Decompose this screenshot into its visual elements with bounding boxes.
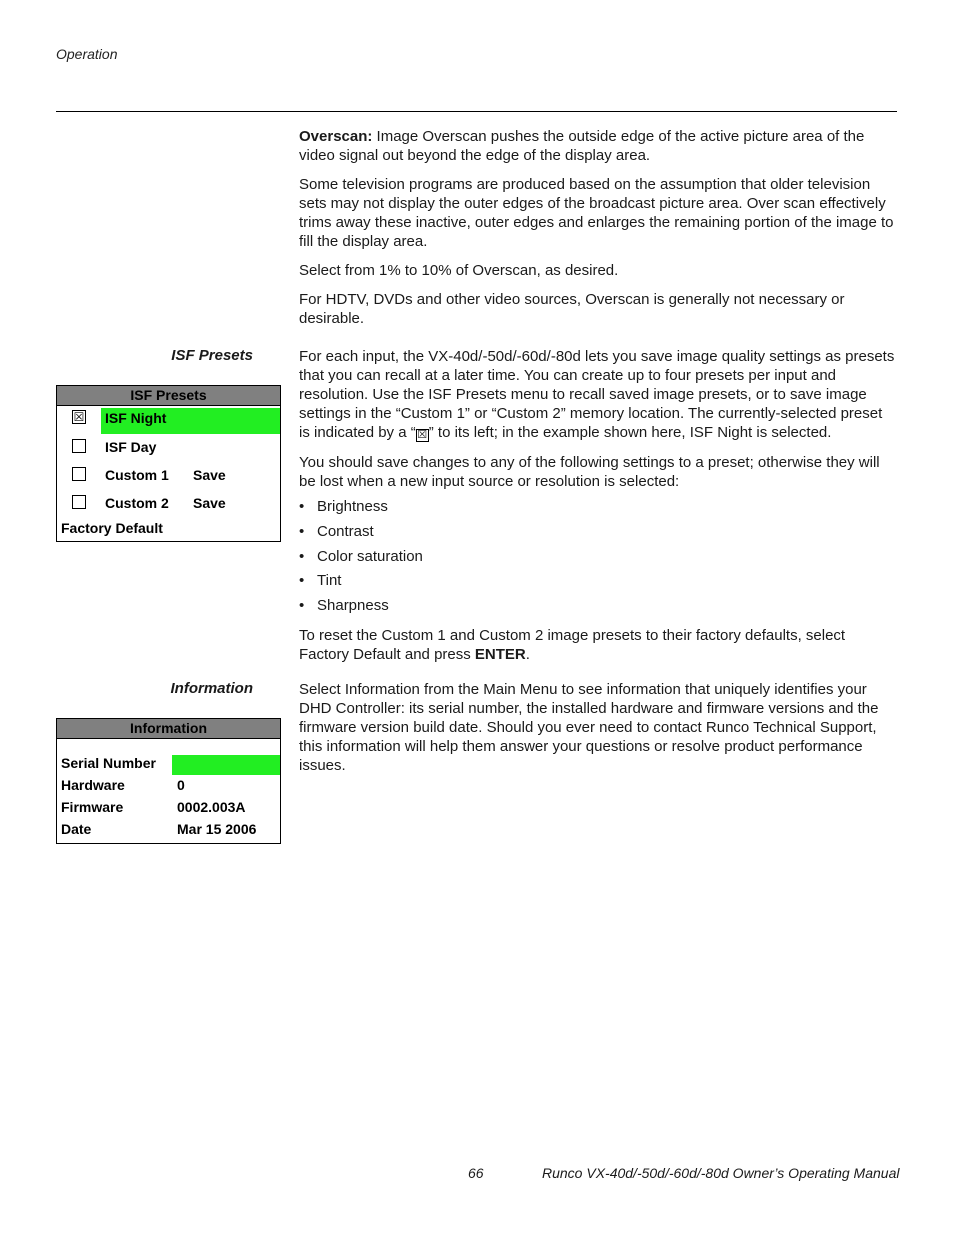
list-item: • Tint [299, 571, 897, 596]
isf-presets-heading: ISF Presets [171, 347, 253, 364]
overscan-term: Overscan: [299, 128, 373, 145]
overscan-paragraph-3: Select from 1% to 10% of Overscan, as desired. [299, 262, 619, 279]
factory-default-item[interactable]: Factory Default [61, 520, 163, 536]
list-item: • Sharpness [299, 596, 897, 621]
info-menu-title: Information [57, 719, 280, 739]
custom-2-label: Custom 2 [105, 495, 169, 511]
information-section [299, 680, 897, 775]
isf-night-label: ISF Night [105, 410, 167, 426]
overscan-intro [299, 127, 897, 165]
information-paragraph: Select Information from the Main Menu to see information that uniquely identifies your DHD Controller: its serial number, the installed hardware and firmware versions and the firmware version build date. Should you ever need to contact Runco Technical Support, this information will help them answer your questions or resolve product performance issues. [299, 681, 879, 774]
isf-p1-text-after: ” to its left; in the example shown here, ISF Night is selected. [428, 424, 832, 441]
isf-presets-menu [56, 385, 281, 542]
isf-p1-text-before: For each input, the VX-40d/-50d/-60d/-80d lets you save image quality settings as presets that you can recall at a later time. You can create up to four presets per input and resolution. Use the ISF Presets menu to recall saved image presets, or to save image settings in the “Custom 1” or “Custom 2” memory location. The currently-selected preset is indicated by a “ [299, 348, 895, 441]
serial-number-value-field [172, 755, 280, 775]
information-menu [56, 718, 281, 844]
firmware-label: Firmware [61, 799, 124, 815]
checked-box-icon: ☒ [417, 429, 428, 441]
custom-2-save-button[interactable]: Save [193, 495, 226, 511]
unchecked-box-icon[interactable] [72, 467, 86, 481]
serial-number-label: Serial Number [61, 755, 156, 771]
overscan-paragraph-2: Some television programs are produced based on the assumption that older television sets may not display the outer edges of the broadcast picture area. Over scan effectively trims away these inactive, outer edges and enlarges the remaining portion of the image to fill the display area. [299, 176, 894, 250]
isf-paragraph-3 [299, 626, 897, 664]
isf-paragraph-1 [299, 347, 897, 442]
header-rule [56, 111, 897, 112]
hardware-value: 0 [177, 777, 185, 793]
isf-menu-title: ISF Presets [57, 386, 280, 406]
list-item: • Brightness [299, 497, 897, 522]
date-value: Mar 15 2006 [177, 821, 257, 837]
overscan-paragraph-4: For HDTV, DVDs and other video sources, Overscan is generally not necessary or desirable. [299, 291, 845, 327]
settings-list [299, 497, 897, 621]
list-item: • Color saturation [299, 547, 897, 572]
hardware-label: Hardware [61, 777, 125, 793]
isf-p3-text: To reset the Custom 1 and Custom 2 image presets to their factory defaults, select Factory Default and press [299, 626, 846, 663]
page-number: 66 [468, 1165, 484, 1181]
overscan-intro-text: Image Overscan pushes the outside edge of the active picture area of the video signal out beyond the edge of the display area. [299, 128, 865, 164]
information-heading: Information [170, 680, 253, 697]
checked-box-icon[interactable]: ☒ [73, 410, 85, 424]
custom-1-save-button[interactable]: Save [193, 467, 226, 483]
isf-p3-period: . [525, 645, 530, 663]
date-label: Date [61, 821, 92, 837]
isf-paragraph-2: You should save changes to any of the following settings to a preset; otherwise they will be lost when a new input source or resolution is selected: [299, 454, 880, 490]
isf-presets-section [299, 347, 897, 664]
enter-key-label: ENTER [474, 645, 526, 663]
running-head: Operation [56, 46, 118, 62]
custom-1-label: Custom 1 [105, 467, 169, 483]
unchecked-box-icon[interactable] [72, 439, 86, 453]
list-item: • Contrast [299, 522, 897, 547]
manual-title: Runco VX-40d/-50d/-60d/-80d Owner’s Operating Manual [542, 1165, 900, 1181]
firmware-value: 0002.003A [177, 799, 246, 815]
overscan-section [299, 127, 897, 328]
isf-day-label: ISF Day [105, 439, 157, 455]
unchecked-box-icon[interactable] [72, 495, 86, 509]
